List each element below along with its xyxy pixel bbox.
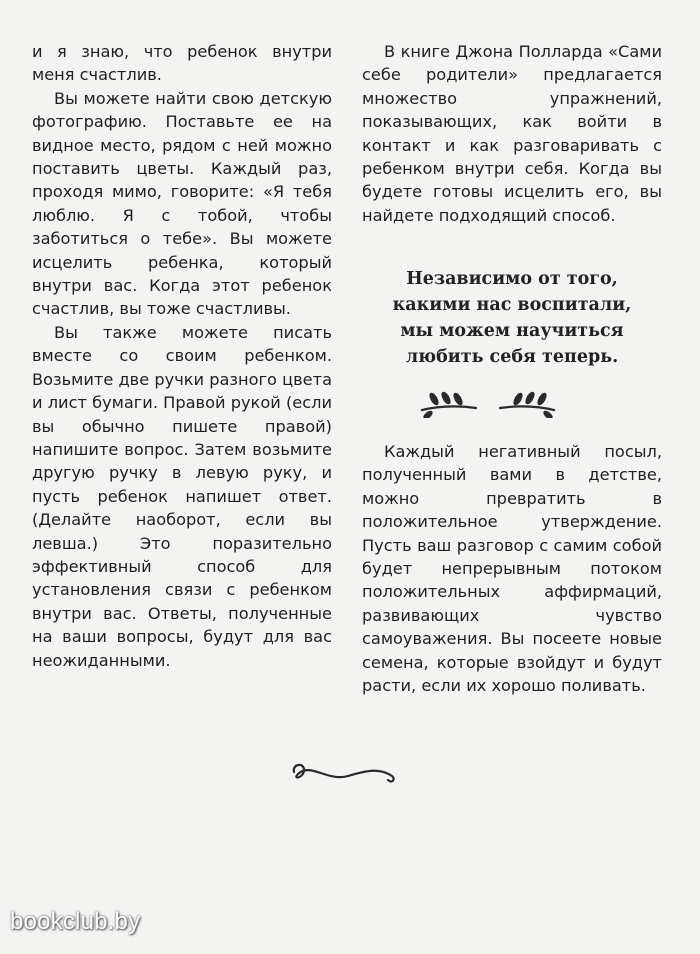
closing-block: [362, 440, 662, 697]
watermark: bookclub.by: [10, 908, 141, 935]
body-paragraph: Вы также можете писать вместе со своим ребенком. Возьмите две ручки разного цвета и лист бумаги. Правой рукой (если вы обычно пишете правой) напишите вопрос. Затем возьмите другую ручку в левую руку, и пусть ребенок напишет ответ. (Делайте наоборот, если вы левша.) Это поразительно эффективный способ для установления связи с ребенком внутри вас. Ответы, полученные на ваши вопросы, будут для вас неожиданными.: [32, 322, 332, 670]
pull-quote-line: мы можем научиться: [400, 321, 624, 341]
right-column: [362, 40, 662, 227]
leaf-sprig-icon: [418, 386, 558, 422]
closing-paragraph: Каждый негативный посыл, полученный вами в детстве, можно превратить в положительное утверждение. Пусть ваш разговор с самим собой будет непрерывным потоком положительных аффирмаций, развивающих чувство самоуважения. Вы посеете новые семена, которые взойдут и будут расти, если их хорошо поливать.: [362, 442, 662, 696]
pull-quote-line: какими нас воспитали,: [392, 295, 632, 315]
body-paragraph: и я знаю, что ребенок внутри меня счастлив.: [32, 42, 332, 85]
pull-quote-line: любить себя теперь.: [405, 347, 619, 367]
intro-paragraph: В книге Джона Полларда «Сами себе родители» предлагается множество упражнений, показывающих, как войти в контакт и как разговаривать с ребенком внутри себя. Когда вы будете готовы исцелить его, вы найдете подходящий способ.: [362, 42, 662, 225]
body-paragraph: Вы можете найти свою детскую фотографию. Поставьте ее на видное место, рядом с ней можно поставить цветы. Каждый раз, проходя мимо, говорите: «Я тебя люблю. Я с тобой, чтобы заботиться о тебе». Вы можете исцелить ребенка, который внутри вас. Когда этот ребенок счастлив, вы тоже счастливы.: [32, 88, 332, 319]
swash-flourish-icon: [288, 758, 398, 792]
pull-quote-line: Независимо от того,: [406, 269, 618, 289]
pull-quote: [362, 266, 662, 370]
left-column: [32, 40, 332, 672]
